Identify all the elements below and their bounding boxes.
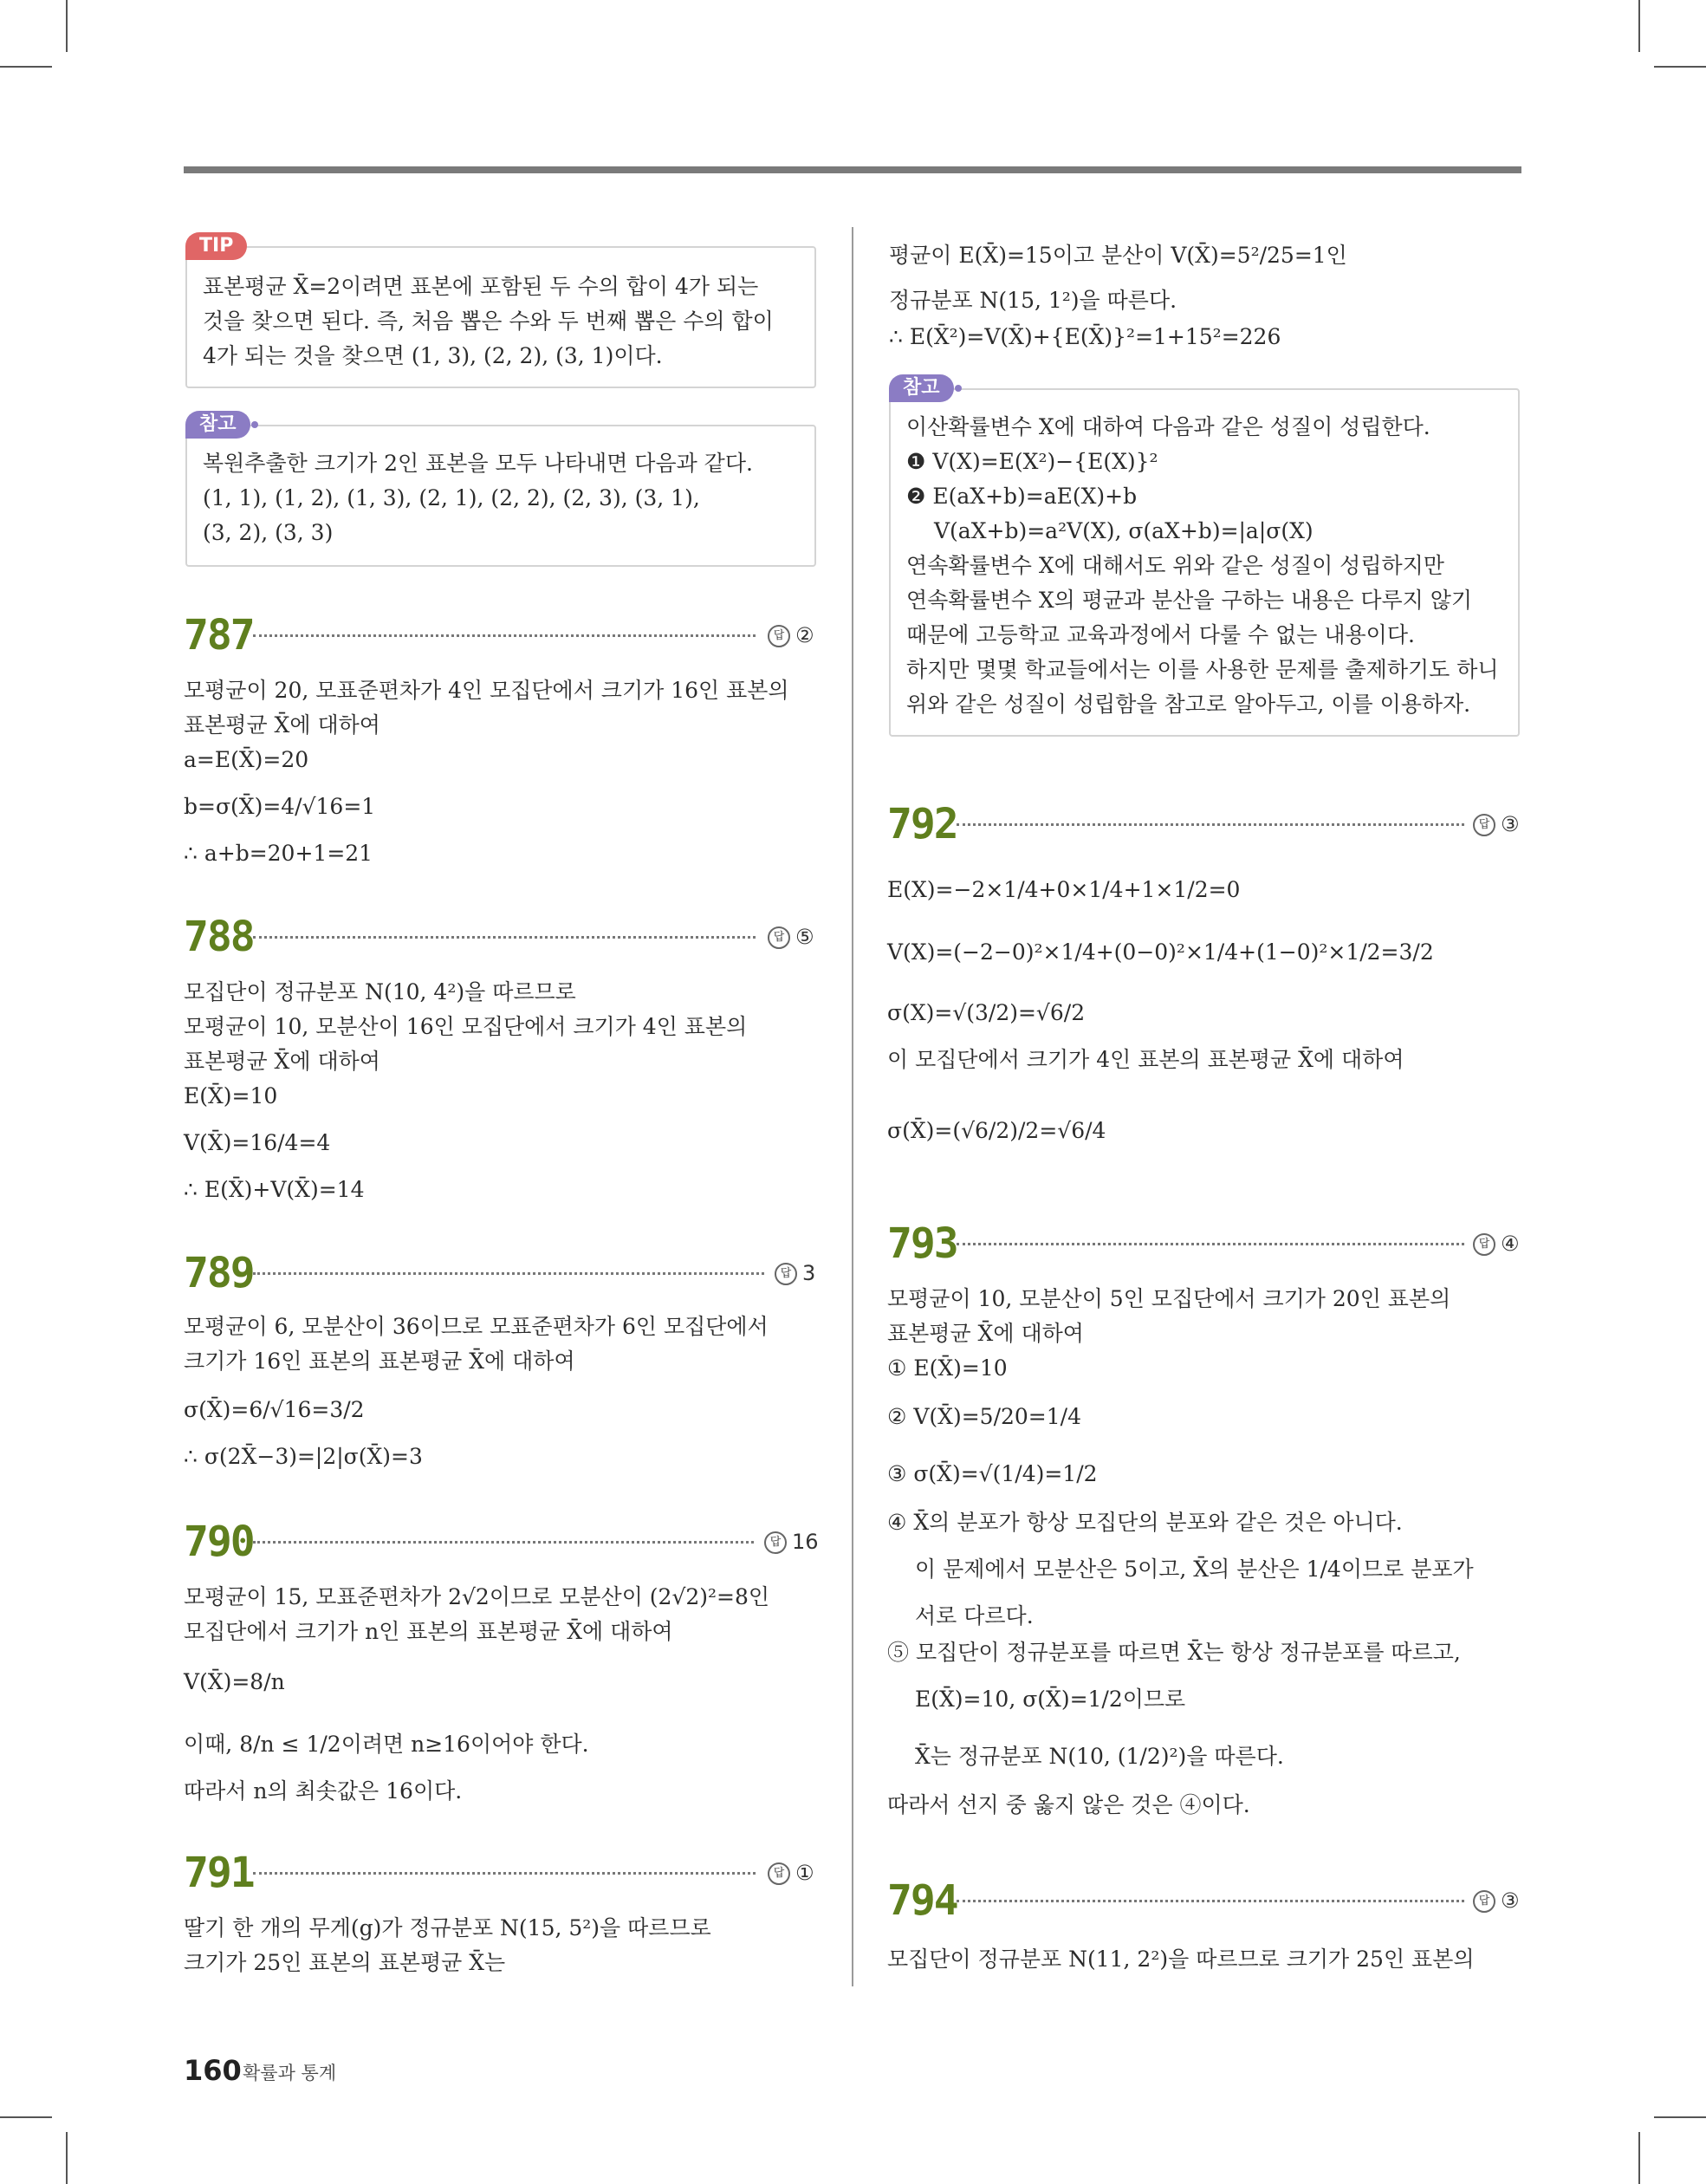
answer-label [768,924,814,950]
solution-line: 이때, 8/n ≤ 1/2이려면 n≥16이어야 한다. [184,1732,589,1757]
problem-number: 791 [184,1849,254,1897]
dotted-leader [957,1243,1464,1245]
answer-value: 16 [792,1530,819,1554]
problem-number: 790 [184,1518,254,1566]
solution-line: 크기가 16인 표본의 표본평균 X̄에 대하여 [184,1349,575,1374]
solution-line: 따라서 n의 최솟값은 16이다. [184,1778,463,1804]
continued-line: 정규분포 N(15, 1²)을 따른다. [889,288,1177,313]
solution-line: 따라서 선지 중 옳지 않은 것은 ④이다. [887,1792,1250,1817]
reference-line: 하지만 몇몇 학교들에서는 이를 사용한 문제를 출제하기도 하니 [906,657,1499,682]
reference-line: 복원추출한 크기가 2인 표본을 모두 나타내면 다음과 같다. [203,451,753,476]
reference-line: 때문에 고등학교 교육과정에서 다룰 수 없는 내용이다. [906,622,1415,647]
problem-number: 792 [887,800,957,848]
solution-line: 이 모집단에서 크기가 4인 표본의 표본평균 X̄에 대하여 [887,1047,1404,1072]
solution-line: ⑤ 모집단이 정규분포를 따르면 X̄는 항상 정규분포를 따르고, [887,1640,1461,1665]
answer-value: 3 [802,1261,816,1285]
solution-line: 크기가 25인 표본의 표본평균 X̄는 [184,1950,506,1975]
solution-line: ∴ E(X̄)+V(X̄)=14 [184,1177,365,1202]
solution-line: ① E(X̄)=10 [887,1355,1008,1381]
answer-icon: 답 [775,1263,797,1285]
crop-mark [66,2132,68,2184]
answer-label [775,1260,815,1286]
solution-line: 모집단에서 크기가 n인 표본의 표본평균 X̄에 대하여 [184,1619,673,1644]
problem-number: 788 [184,913,254,961]
reference-line: ❷ E(aX+b)=aE(X)+b [906,484,1138,509]
answer-label [764,1529,819,1555]
dotted-leader [957,1900,1464,1902]
answer-label [768,1860,814,1886]
solution-line: ∴ σ(2X̄−3)=|2|σ(X̄)=3 [184,1444,423,1469]
dotted-leader [253,1872,756,1875]
reference-line: 위와 같은 성질이 성립함을 참고로 알아두고, 이를 이용하자. [906,692,1471,717]
solution-line: X̄는 정규분포 N(10, (1/2)²)을 따른다. [915,1744,1284,1769]
reference-tag-dot [955,385,962,392]
crop-mark [1654,66,1706,68]
solution-line: ③ σ(X̄)=√(1/4)=1/2 [887,1461,1098,1486]
solution-line: b=σ(X̄)=4/√16=1 [184,794,376,819]
header-rule [184,166,1521,173]
solution-line: 모집단이 정규분포 N(11, 2²)을 따르므로 크기가 25인 표본의 [887,1947,1475,1972]
solution-line: 모평균이 15, 모표준편차가 2√2이므로 모분산이 (2√2)²=8인 [184,1584,770,1609]
reference-line: 연속확률변수 X에 대해서도 위와 같은 성질이 성립하지만 [906,553,1444,578]
answer-label [1473,1888,1520,1914]
solution-line: V(X̄)=8/n [184,1669,285,1694]
problem-number: 793 [887,1219,957,1268]
crop-mark [0,66,52,68]
solution-line: 서로 다르다. [915,1603,1034,1628]
continued-line: ∴ E(X̄²)=V(X̄)+{E(X̄)}²=1+15²=226 [889,324,1281,349]
answer-value: ① [795,1861,814,1885]
tip-line: 표본평균 X̄=2이려면 표본에 포함된 두 수의 합이 4가 되는 [203,274,759,299]
answer-icon: 답 [768,625,790,647]
solution-line: V(X̄)=16/4=4 [184,1130,331,1155]
continued-line: 평균이 E(X̄)=15이고 분산이 V(X̄)=5²/25=1인 [889,243,1347,268]
problem-number: 787 [184,611,254,660]
reference-line: 이산확률변수 X에 대하여 다음과 같은 성질이 성립한다. [906,414,1430,439]
dotted-leader [957,823,1464,826]
solution-line: σ(X̄)=(√6/2)/2=√6/4 [887,1118,1106,1143]
dotted-leader [253,1541,754,1544]
reference-line: (3, 2), (3, 3) [203,520,334,545]
reference-line: (1, 1), (1, 2), (1, 3), (2, 1), (2, 2), (2, 3), (3, 1), [203,485,700,510]
problem-number: 789 [184,1249,254,1297]
answer-icon: 답 [1473,1890,1495,1913]
dotted-leader [253,936,756,939]
solution-line: E(X̄)=10 [184,1083,278,1108]
solution-line: 모평균이 20, 모표준편차가 4인 모집단에서 크기가 16인 표본의 [184,678,789,703]
reference-tag: 참고 [889,374,954,402]
reference-tag-dot [251,421,258,428]
problem-number: 794 [887,1876,957,1925]
solution-line: 딸기 한 개의 무게(g)가 정규분포 N(15, 5²)을 따르므로 [184,1915,711,1940]
tip-line: 것을 찾으면 된다. 즉, 처음 뽑은 수와 두 번째 뽑은 수의 합이 [203,309,774,334]
solution-line: 표본평균 X̄에 대하여 [184,712,380,738]
solution-line: ∴ a+b=20+1=21 [184,841,373,866]
reference-tag: 참고 [185,411,250,439]
solution-line: 이 문제에서 모분산은 5이고, X̄의 분산은 1/4이므로 분포가 [915,1557,1474,1582]
solution-line: 모평균이 10, 모분산이 16인 모집단에서 크기가 4인 표본의 [184,1014,748,1039]
answer-label [1473,811,1520,837]
crop-mark [0,2116,52,2118]
solution-line: σ(X)=√(3/2)=√6/2 [887,1000,1086,1025]
solution-line: E(X)=−2×1/4+0×1/4+1×1/2=0 [887,877,1241,902]
reference-line: 연속확률변수 X의 평균과 분산을 구하는 내용은 다루지 않기 [906,588,1473,613]
tip-line: 4가 되는 것을 찾으면 (1, 3), (2, 2), (3, 1)이다. [203,343,663,368]
answer-label [1473,1231,1520,1257]
page-number: 160 [184,2054,242,2087]
answer-value: ② [795,623,814,647]
solution-line: ④ X̄의 분포가 항상 모집단의 분포와 같은 것은 아니다. [887,1510,1403,1535]
solution-line: 모평균이 10, 모분산이 5인 모집단에서 크기가 20인 표본의 [887,1286,1451,1311]
dotted-leader [253,1272,764,1275]
dotted-leader [253,634,756,637]
column-divider [852,227,853,1986]
reference-line: ❶ V(X)=E(X²)−{E(X)}² [906,449,1158,474]
answer-icon: 답 [768,1862,790,1885]
answer-icon: 답 [768,926,790,949]
answer-value: ③ [1501,1888,1520,1913]
reference-line: V(aX+b)=a²V(X), σ(aX+b)=|a|σ(X) [934,518,1314,543]
solution-line: V(X)=(−2−0)²×1/4+(0−0)²×1/4+(1−0)²×1/2=3/2 [887,939,1434,965]
crop-mark [1654,2116,1706,2118]
answer-label [768,622,814,648]
answer-value: ③ [1501,812,1520,836]
solution-line: 표본평균 X̄에 대하여 [887,1321,1084,1346]
solution-line: 모집단이 정규분포 N(10, 4²)을 따르므로 [184,979,576,1004]
answer-value: ⑤ [795,925,814,949]
solution-line: 표본평균 X̄에 대하여 [184,1049,380,1074]
solution-line: ② V(X̄)=5/20=1/4 [887,1404,1081,1429]
answer-value: ④ [1501,1232,1520,1256]
crop-mark [1638,2132,1640,2184]
solution-line: a=E(X̄)=20 [184,747,309,772]
solution-line: σ(X̄)=6/√16=3/2 [184,1397,365,1422]
section-label: 확률과 통계 [243,2063,337,2083]
answer-icon: 답 [1473,1233,1495,1256]
solution-line: 모평균이 6, 모분산이 36이므로 모표준편차가 6인 모집단에서 [184,1314,769,1339]
tip-tag: TIP [185,232,247,260]
answer-icon: 답 [1473,814,1495,836]
answer-icon: 답 [764,1531,787,1554]
crop-mark [1638,0,1640,52]
crop-mark [66,0,68,52]
solution-line: E(X̄)=10, σ(X̄)=1/2이므로 [915,1687,1186,1712]
